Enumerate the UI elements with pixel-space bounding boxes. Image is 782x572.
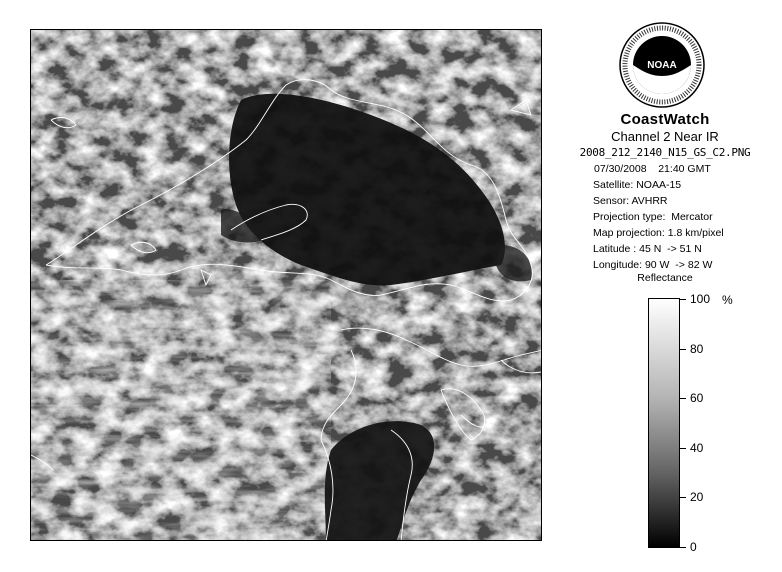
satellite-label: Satellite: NOAA-15	[593, 179, 682, 191]
satellite-image	[30, 29, 542, 541]
latitude-label: Latitude : 45 N -> 51 N	[593, 243, 702, 255]
legend-unit: %	[722, 293, 733, 307]
colorbar-tick-label: 20	[690, 490, 704, 504]
map-projection-label: Map projection: 1.8 km/pixel	[593, 227, 724, 239]
colorbar-tick	[680, 497, 686, 498]
noaa-logo-text: NOAA	[647, 60, 677, 71]
sensor-label: Sensor: AVHRR	[593, 195, 668, 207]
channel-title: Channel 2 Near IR	[611, 129, 719, 144]
projection-type-label: Projection type: Mercator	[593, 211, 713, 223]
colorbar-tick-label: 80	[690, 342, 704, 356]
colorbar-tick	[680, 448, 686, 449]
colorbar-tick-label: 40	[690, 441, 704, 455]
colorbar-tick-label: 100	[690, 292, 711, 306]
filename-label: 2008_212_2140_N15_GS_C2.PNG	[579, 146, 751, 159]
colorbar-tick	[680, 349, 686, 350]
datetime-label: 07/30/2008 21:40 GMT	[594, 163, 711, 175]
colorbar-tick	[680, 547, 686, 548]
colorbar-tick	[680, 398, 686, 399]
longitude-label: Longitude: 90 W -> 82 W	[593, 259, 713, 271]
brand-title: CoastWatch	[620, 111, 710, 128]
colorbar-tick-label: 60	[690, 391, 704, 405]
colorbar-tick	[680, 299, 686, 300]
noaa-logo	[619, 22, 705, 108]
legend-title: Reflectance	[637, 272, 693, 284]
colorbar-tick-label: 0	[690, 540, 697, 554]
cloud-reflectance-map	[31, 30, 542, 541]
reflectance-colorbar	[648, 298, 680, 548]
